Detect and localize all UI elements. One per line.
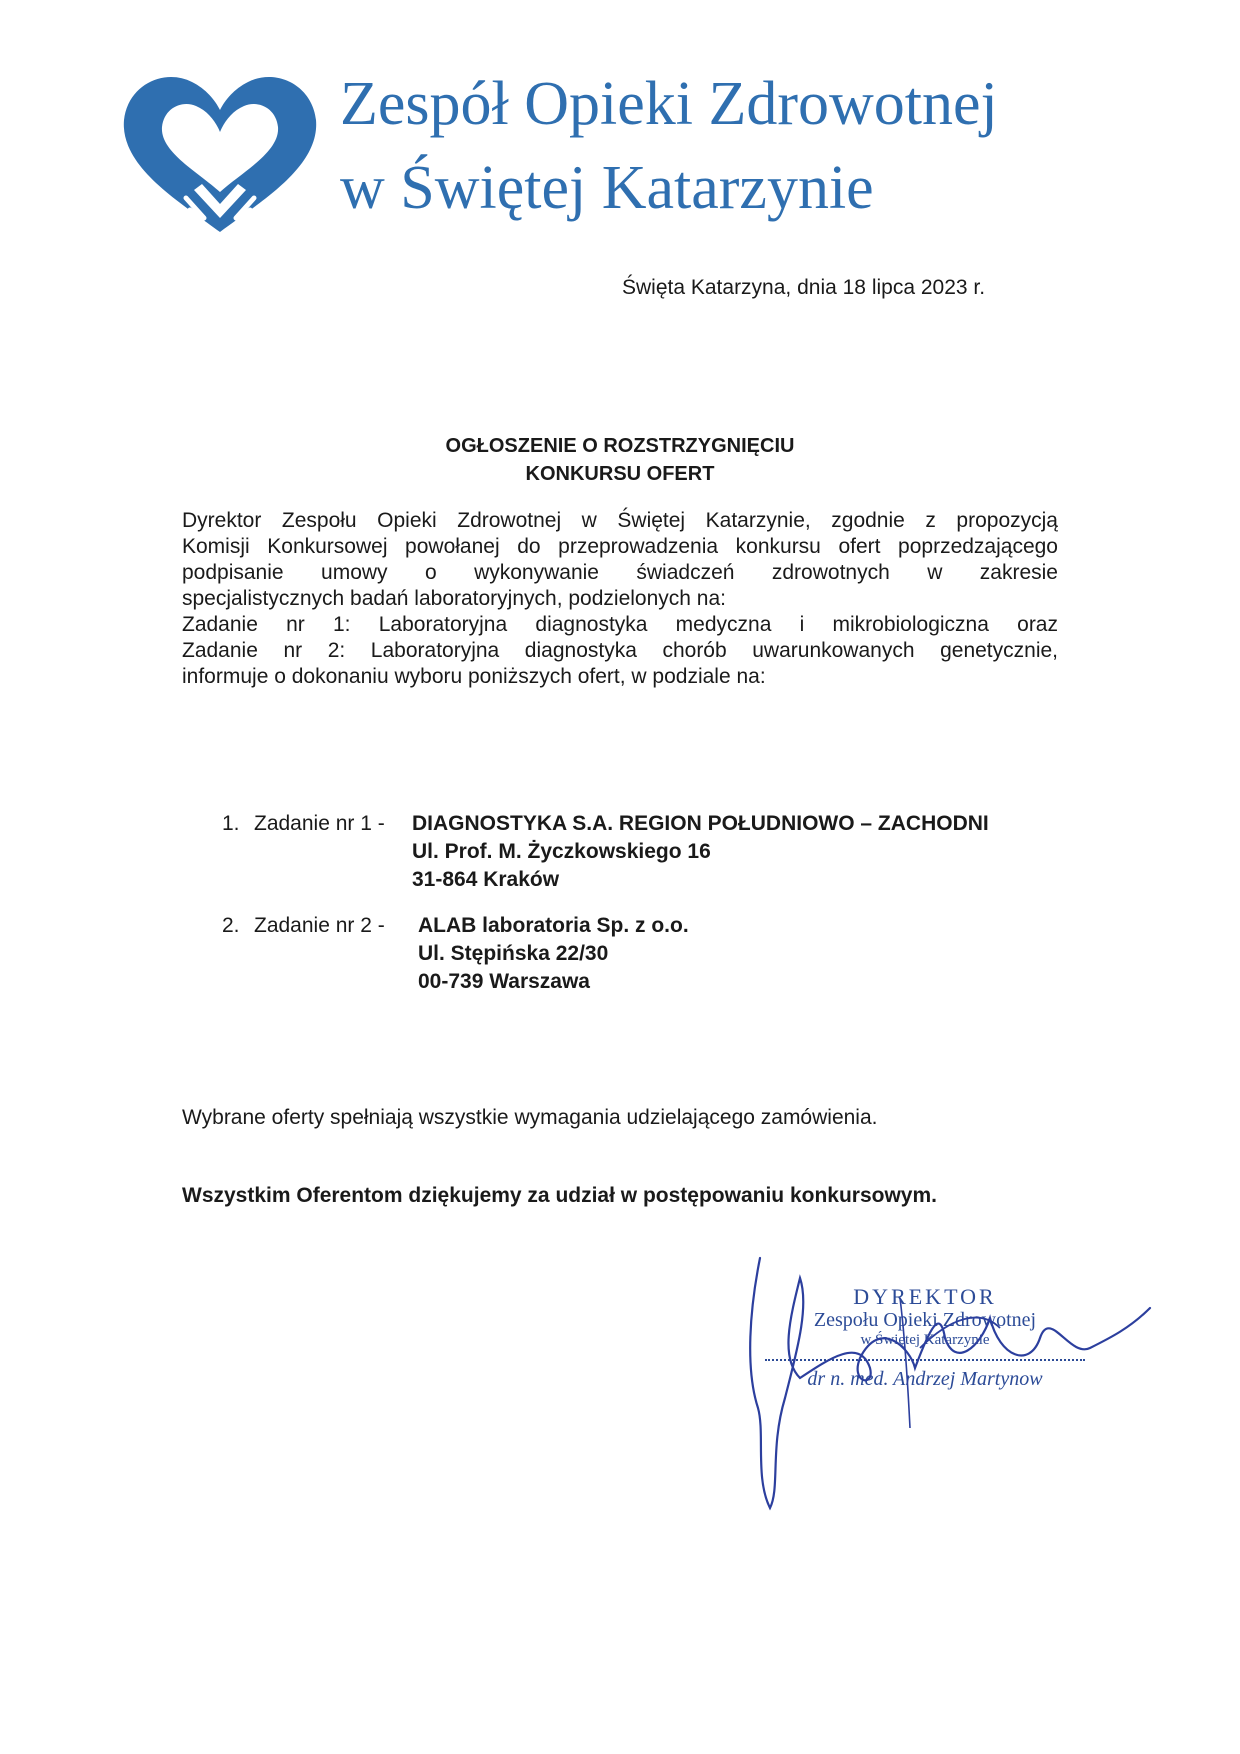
document-date: Święta Katarzyna, dnia 18 lipca 2023 r. <box>622 276 986 299</box>
task-label: Zadanie nr 2 - <box>254 914 385 937</box>
body-line: informuje o dokonaniu wyboru poniższych ofert, w podziale na: <box>182 665 766 688</box>
winner-city: 31-864 Kraków <box>412 868 560 891</box>
announcement-body <box>182 508 1058 690</box>
title-line1: OGŁOSZENIE O ROZSTRZYGNIĘCIU <box>445 435 795 457</box>
task-label: Zadanie nr 1 - <box>254 812 385 835</box>
thanks-statement: Wszystkim Oferentom dziękujemy za udział w postępowaniu konkursowym. <box>182 1184 937 1207</box>
body-line: Dyrektor Zespołu Opieki Zdrowotnej w Świętej Katarzynie, zgodnie z propozycją <box>182 509 1058 532</box>
winner-street: Ul. Prof. M. Życzkowskiego 16 <box>412 840 711 863</box>
stamp-title: DYREKTOR <box>853 1284 997 1309</box>
organization-name <box>340 62 998 230</box>
task-number: 1. <box>222 812 240 835</box>
body-line: Komisji Konkursowej powołanej do przeprowadzenia konkursu ofert poprzedzającego <box>182 535 1058 558</box>
stamp-director-name: dr n. med. Andrzej Martynow <box>807 1368 1043 1390</box>
task-winner-address <box>412 810 989 894</box>
stamp-organization: Zespołu Opieki Zdrowotnej <box>813 1309 1037 1331</box>
task-item-2 <box>222 912 1122 1002</box>
winner-street: Ul. Stępińska 22/30 <box>418 942 609 965</box>
body-line: Zadanie nr 1: Laboratoryjna diagnostyka medyczna i mikrobiologiczna oraz <box>182 613 1058 636</box>
body-line: podpisanie umowy o wykonywanie świadczeń zdrowotnych w zakresie <box>182 561 1058 584</box>
closing-statement: Wybrane oferty spełniają wszystkie wymagania udzielającego zamówienia. <box>182 1106 878 1129</box>
title-line2: KONKURSU OFERT <box>525 463 715 485</box>
body-line: specjalistycznych badań laboratoryjnych, podzielonych na: <box>182 587 726 610</box>
organization-name-line1: Zespół Opieki Zdrowotnej <box>340 70 998 138</box>
organization-name-line2: w Świętej Katarzynie <box>340 154 874 222</box>
document-title <box>0 432 1240 488</box>
handwritten-signature-icon <box>740 1248 1160 1518</box>
task-winner-address <box>418 912 689 996</box>
task-number: 2. <box>222 914 240 937</box>
body-line: Zadanie nr 2: Laboratoryjna diagnostyka chorób uwarunkowanych genetycznie, <box>182 639 1058 662</box>
heart-hands-logo-icon <box>120 72 320 240</box>
task-item-1 <box>222 810 1122 900</box>
stamp-location: w Świętej Katarzynie <box>860 1332 990 1348</box>
winner-name: ALAB laboratoria Sp. z o.o. <box>418 914 689 937</box>
winner-city: 00-739 Warszawa <box>418 970 590 993</box>
winner-name: DIAGNOSTYKA S.A. REGION POŁUDNIOWO – ZACHODNI <box>412 812 989 835</box>
